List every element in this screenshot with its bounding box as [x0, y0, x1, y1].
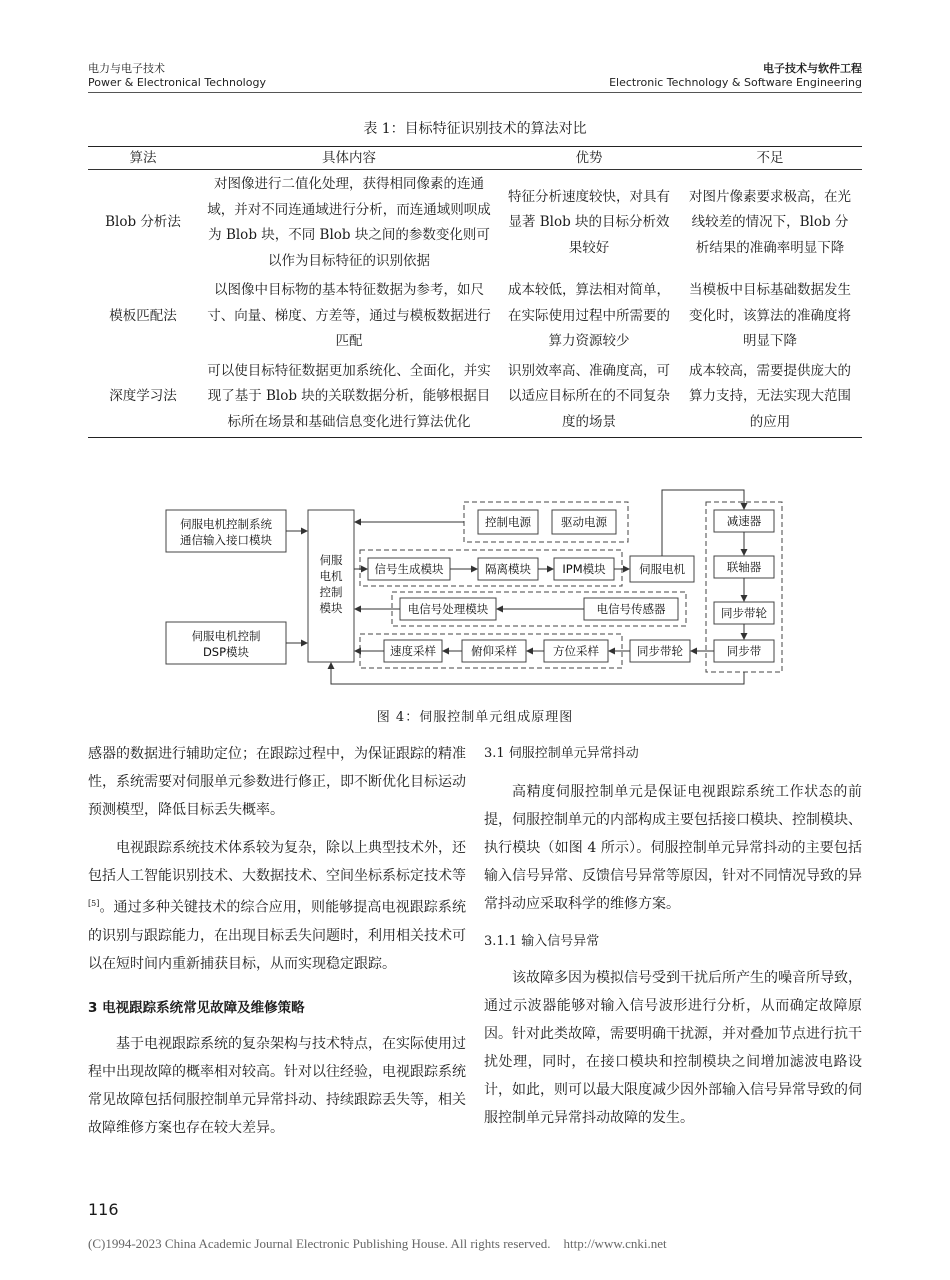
section-heading: 3 电视跟踪系统常见故障及维修策略 [88, 999, 305, 1016]
label-drive-power: 驱动电源 [561, 515, 607, 529]
label-control-power: 控制电源 [485, 515, 531, 529]
header-left-cn: 电力与电子技术 [88, 62, 165, 75]
header-right-en: Electronic Technology & Software Engineering [609, 76, 862, 89]
label-center-2: 电机 [319, 569, 343, 583]
citation-ref: [5] [88, 899, 100, 908]
paragraph: 基于电视跟踪系统的复杂架构与技术特点，在实际使用过程中出现故障的概率相对较高。针对以往经验，电视跟踪系统常见故障包括伺服控制单元异常抖动、持续跟踪丢失等，相关故障维修方案也存在较大差异。 [88, 1035, 466, 1136]
table-row [88, 170, 862, 277]
table-header-row [88, 147, 862, 170]
label-comm-2: 通信输入接口模块 [180, 533, 272, 547]
comparison-table [88, 146, 862, 438]
label-center-1: 伺服 [319, 553, 343, 567]
label-azimuth-sample: 方位采样 [553, 644, 599, 658]
journal-section-header [88, 62, 266, 90]
table-cell: 可以使目标特征数据更加系统化、全面化，并实现了基于 Blob 块的关联数据分析，能够根据目标所在场景和基础信息变化进行算法优化 [198, 357, 500, 438]
label-isolation: 隔离模块 [485, 562, 531, 576]
table-header-cell: 不足 [678, 147, 862, 170]
table-cell: 对图片像素要求极高，在光线较差的情况下，Blob 分析结果的准确率明显下降 [689, 188, 851, 256]
label-belt-wheel: 同步带轮 [721, 606, 767, 620]
label-servo-motor: 伺服电机 [639, 562, 685, 576]
copyright-notice: (C)1994-2023 China Academic Journal Electronic Publishing House. All rights reserved. http://www.cnki.net [88, 1236, 667, 1251]
label-signal-processing: 电信号处理模块 [407, 602, 489, 616]
servo-control-diagram [160, 486, 790, 690]
label-belt-wheel-bottom: 同步带轮 [637, 644, 683, 658]
header-rule [88, 92, 862, 93]
header-right-cn: 电子技术与软件工程 [763, 62, 862, 75]
paragraph: 高精度伺服控制单元是保证电视跟踪系统工作状态的前提，伺服控制单元的内部构成主要包括接口模块、控制模块、执行模块（如图 4 所示）。伺服控制单元异常抖动的主要包括输入信号异常、反馈信号异常等原因，针对不同情况导致的异常抖动应采取科学的维修方案。 [484, 784, 862, 912]
table-cell: 模板匹配法 [109, 307, 177, 324]
table-caption: 表 1：目标特征识别技术的算法对比 [363, 121, 587, 137]
table-cell: 对图像进行二值化处理，获得相同像素的连通域，并对不同连通域进行分析，而连通域则呗成为 Blob 块，不同 Blob 块之间的参数变化则可以作为目标特征的识别依据 [207, 176, 491, 269]
label-comm-1: 伺服电机控制系统 [180, 517, 272, 531]
label-signal-sensor: 电信号传感器 [596, 602, 666, 616]
table-row [88, 357, 862, 438]
table-header-cell: 具体内容 [198, 147, 500, 170]
subsection-heading: 3.1 伺服控制单元异常抖动 [484, 746, 639, 761]
label-ipm: IPM模块 [562, 562, 606, 576]
label-pitch-sample: 俯仰采样 [471, 644, 517, 658]
table-cell: 成本较高，需要提供庞大的算力支持，无法实现大范围的应用 [678, 357, 862, 438]
paragraph [88, 834, 466, 978]
paragraph: 感器的数据进行辅助定位；在跟踪过程中，为保证跟踪的精准性，系统需要对伺服单元参数进行修正，即不断优化目标运动预测模型，降低目标丢失概率。 [88, 746, 466, 818]
table-header-cell: 优势 [500, 147, 678, 170]
header-left-en: Power & Electronical Technology [88, 76, 266, 89]
table-row [88, 276, 862, 357]
label-coupling: 联轴器 [726, 560, 762, 574]
label-speed-sample: 速度采样 [390, 644, 436, 658]
label-dsp-1: 伺服电机控制 [191, 629, 261, 643]
label-center-4: 模块 [319, 601, 343, 615]
journal-title-header [609, 62, 862, 90]
label-reducer: 减速器 [726, 514, 762, 528]
table-cell: 成本较低，算法相对简单，在实际使用过程中所需要的算力资源较少 [508, 282, 670, 349]
paragraph: 该故障多因为模拟信号受到干扰后所产生的噪音所导致，通过示波器能够对输入信号波形进行分析，从而确定故障原因。针对此类故障，需要明确干扰源，并对叠加节点进行抗干扰处理，同时，在接口模块和控制模块之间增加滤波电路设计，如此，则可以最大限度减少因外部输入信号异常导致的伺服控制单元异常抖动故障的发生。 [484, 970, 862, 1126]
table-cell: 深度学习法 [88, 357, 198, 438]
table-cell: Blob 分析法 [105, 214, 181, 231]
figure-caption: 图 4：伺服控制单元组成原理图 [376, 710, 574, 725]
table-cell: 当模板中目标基础数据发生变化时，该算法的准确度将明显下降 [689, 282, 851, 349]
label-dsp-2: DSP模块 [202, 645, 250, 659]
left-column [88, 740, 466, 1142]
table-header-cell: 算法 [88, 147, 198, 170]
paragraph-text: 。通过多种关键技术的综合应用，则能够提高电视跟踪系统的识别与跟踪能力，在出现目标丢失问题时，利用相关技术可以在短时间内重新捕获目标，从而实现稳定跟踪。 [88, 899, 466, 972]
label-signal-gen: 信号生成模块 [374, 562, 444, 576]
table-cell: 特征分析速度较快，对具有显著 Blob 块的目标分析效果较好 [508, 188, 670, 256]
paragraph-text: 电视跟踪系统技术体系较为复杂，除以上典型技术外，还包括人工智能识别技术、大数据技术、空间坐标系标定技术等 [88, 840, 466, 884]
table-cell: 以图像中目标物的基本特征数据为参考，如尺寸、向量、梯度、方差等，通过与模板数据进行匹配 [207, 282, 491, 349]
label-belt: 同步带 [726, 644, 762, 658]
page-number: 116 [88, 1200, 119, 1219]
subsection-heading: 3.1.1 输入信号异常 [484, 934, 600, 949]
right-column [484, 740, 862, 1132]
table-cell: 识别效率高、准确度高，可以适应目标所在的不同复杂度的场景 [500, 357, 678, 438]
label-center-3: 控制 [319, 585, 343, 599]
